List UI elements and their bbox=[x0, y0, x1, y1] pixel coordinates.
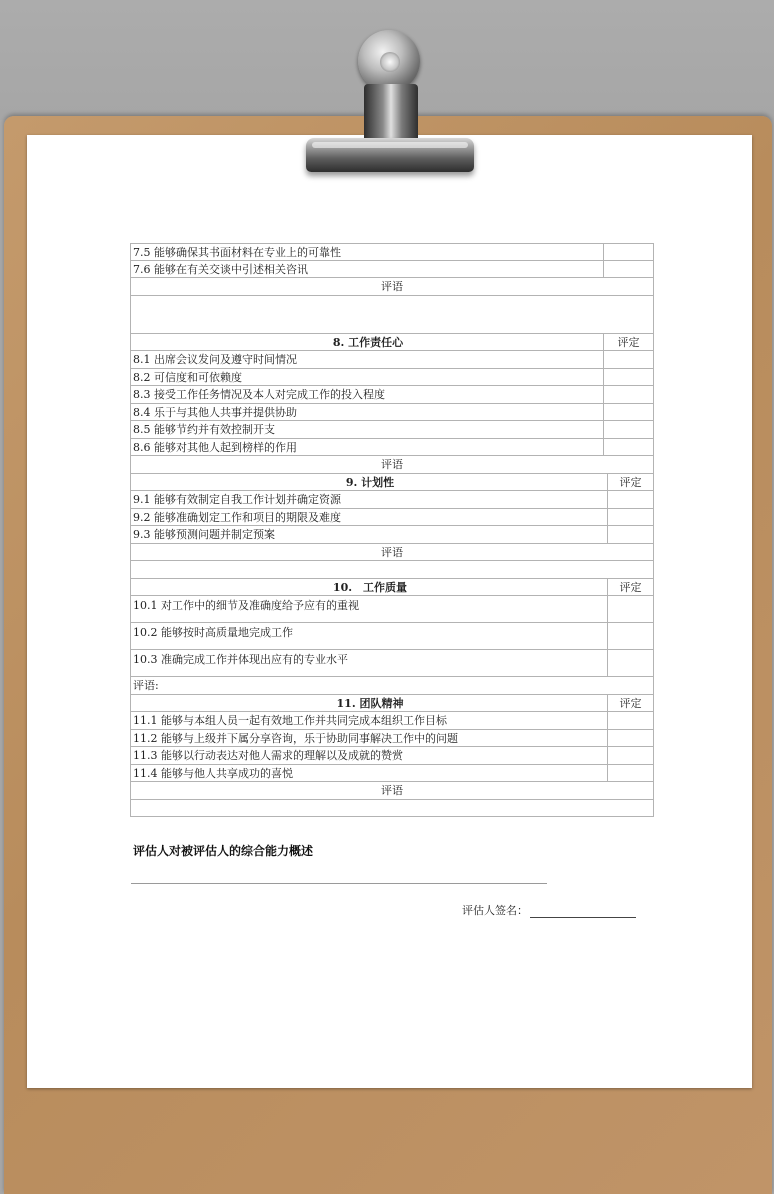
remark-field[interactable] bbox=[130, 561, 654, 579]
remark-label: 评语 bbox=[381, 545, 403, 559]
section-title: 10. 工作质量 bbox=[332, 580, 408, 594]
section-header bbox=[130, 579, 654, 597]
clip-icon bbox=[300, 22, 480, 182]
score-header: 评定 bbox=[607, 579, 653, 596]
signature-line[interactable] bbox=[530, 907, 636, 918]
item-label: 8.1 出席会议发问及遵守时间情况 bbox=[133, 353, 297, 367]
item-label: 8.4 乐于与其他人共事并提供协助 bbox=[133, 405, 297, 419]
score-cell[interactable] bbox=[607, 650, 653, 676]
remark-label: 评语: bbox=[133, 679, 159, 693]
score-cell[interactable] bbox=[603, 351, 653, 368]
table-row bbox=[130, 730, 654, 748]
item-label: 11.4 能够与他人共享成功的喜悦 bbox=[133, 766, 293, 780]
item-label: 8.2 可信度和可依赖度 bbox=[133, 370, 242, 384]
table-row bbox=[130, 747, 654, 765]
remark-label: 评语 bbox=[381, 784, 403, 798]
score-cell[interactable] bbox=[607, 509, 653, 526]
item-label: 7.6 能够在有关交谈中引述相关咨讯 bbox=[133, 262, 308, 276]
item-label: 10.1 对工作中的细节及准确度给予应有的重视 bbox=[133, 599, 359, 612]
score-cell[interactable] bbox=[603, 421, 653, 438]
section-title: 9. 计划性 bbox=[345, 475, 395, 489]
item-label: 11.3 能够以行动表达对他人需求的理解以及成就的赞赏 bbox=[133, 749, 403, 763]
score-cell[interactable] bbox=[603, 404, 653, 421]
score-cell[interactable] bbox=[603, 244, 653, 260]
table-row bbox=[130, 712, 654, 730]
table-row bbox=[130, 765, 654, 783]
table-row bbox=[130, 526, 654, 544]
item-label: 10.2 能够按时高质量地完成工作 bbox=[133, 626, 293, 639]
item-label: 8.6 能够对其他人起到榜样的作用 bbox=[133, 440, 297, 454]
remark-row[interactable] bbox=[130, 677, 654, 695]
score-header: 评定 bbox=[607, 474, 653, 491]
item-label: 9.2 能够准确划定工作和项目的期限及难度 bbox=[133, 510, 341, 524]
signature-field[interactable] bbox=[462, 902, 636, 918]
score-cell[interactable] bbox=[603, 439, 653, 456]
score-cell[interactable] bbox=[603, 261, 653, 278]
item-label: 9.3 能够预测问题并制定预案 bbox=[133, 528, 275, 542]
score-cell[interactable] bbox=[607, 491, 653, 508]
score-cell[interactable] bbox=[603, 369, 653, 386]
table-row bbox=[130, 596, 654, 623]
table-row bbox=[130, 623, 654, 650]
remark-header bbox=[130, 456, 654, 474]
item-label: 11.1 能够与本组人员一起有效地工作并共同完成本组织工作目标 bbox=[133, 714, 447, 728]
table-row bbox=[130, 369, 654, 387]
remark-label: 评语 bbox=[381, 280, 403, 294]
item-label: 8.3 接受工作任务情况及本人对完成工作的投入程度 bbox=[133, 388, 385, 402]
table-row bbox=[130, 491, 654, 509]
table-row bbox=[130, 243, 654, 261]
remark-label: 评语 bbox=[381, 458, 403, 472]
section-header bbox=[130, 474, 654, 492]
remark-header bbox=[130, 278, 654, 296]
item-label: 9.1 能够有效制定自我工作计划并确定资源 bbox=[133, 493, 341, 507]
remark-header bbox=[130, 782, 654, 800]
signature-label: 评估人签名： bbox=[462, 904, 528, 917]
score-cell[interactable] bbox=[607, 765, 653, 782]
score-header: 评定 bbox=[603, 334, 653, 351]
table-row bbox=[130, 404, 654, 422]
section-header bbox=[130, 695, 654, 713]
remark-header bbox=[130, 544, 654, 562]
section-title: 11. 团队精神 bbox=[336, 696, 404, 710]
item-label: 11.2 能够与上级并下属分享咨询，乐于协助同事解决工作中的问题 bbox=[133, 731, 458, 745]
remark-field[interactable] bbox=[130, 800, 654, 818]
table-row bbox=[130, 650, 654, 677]
table-row bbox=[130, 351, 654, 369]
summary-input-line[interactable] bbox=[131, 883, 547, 884]
score-cell[interactable] bbox=[607, 730, 653, 747]
table-row bbox=[130, 509, 654, 527]
section-header bbox=[130, 334, 654, 352]
score-cell[interactable] bbox=[607, 712, 653, 729]
score-cell[interactable] bbox=[603, 386, 653, 403]
table-row bbox=[130, 421, 654, 439]
table-row bbox=[130, 261, 654, 279]
table-row bbox=[130, 386, 654, 404]
score-header: 评定 bbox=[607, 695, 653, 712]
evaluation-form bbox=[130, 243, 654, 817]
summary-title: 评估人对被评估人的综合能力概述 bbox=[133, 844, 314, 858]
score-cell[interactable] bbox=[607, 526, 653, 543]
section-title: 8. 工作责任心 bbox=[332, 335, 404, 349]
score-cell[interactable] bbox=[607, 623, 653, 649]
item-label: 7.5 能够确保其书面材料在专业上的可靠性 bbox=[133, 245, 341, 259]
table-row bbox=[130, 439, 654, 457]
item-label: 8.5 能够节约并有效控制开支 bbox=[133, 423, 275, 437]
score-cell[interactable] bbox=[607, 596, 653, 622]
score-cell[interactable] bbox=[607, 747, 653, 764]
item-label: 10.3 准确完成工作并体现出应有的专业水平 bbox=[133, 653, 348, 666]
remark-field[interactable] bbox=[130, 296, 654, 334]
